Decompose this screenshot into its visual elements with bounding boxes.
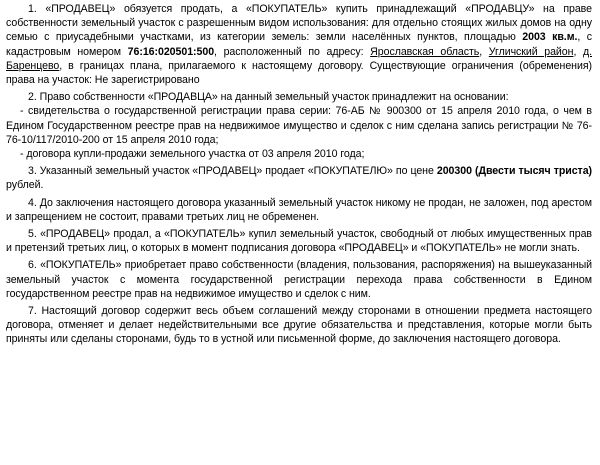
- address-village: д. Баренцево: [6, 45, 592, 72]
- clause-3: [6, 164, 592, 192]
- clause-2-basis-contract: - договора купли-продажи земельного участка от 03 апреля 2010 года;: [20, 148, 365, 161]
- clause-5: 5. «ПРОДАВЕЦ» продал, а «ПОКУПАТЕЛЬ» купил земельный участок, свободный от любых имущественных прав и претензий третьих лиц, о которых в момент подписания договора «ПРОДАВЕЦ» и «ПОКУПАТЕЛЬ» не могли знать.: [6, 228, 592, 255]
- price: 200300 (Двести тысяч триста): [436, 165, 593, 178]
- clause-3-text-a: 3. Указанный земельный участок «ПРОДАВЕЦ» продает «ПОКУПАТЕЛЮ» по цене: [28, 165, 437, 178]
- clause-1-text-a: 1. «ПРОДАВЕЦ» обязуется продать, а «ПОКУПАТЕЛЬ» купить принадлежащий «ПРОДАВЦУ» на праве собственности земельный участок с разрешенным видом использования: для отдельно стоящих жилых домов на одну семью с приусадебными участками, из категории земель: земли населённых пунктов, площадью: [6, 3, 592, 44]
- clause-2-basis-certificate: - свидетельства о государственной регистрации права серии: 76-АБ № 900300 от 15 апреля 2010 года, о чем в Едином Государственном реестре прав на недвижимое имущество и сделок с ним сделана запись регистрации № 76-76-10/117/2010-200 от 15 апреля 2010 года;: [6, 105, 592, 146]
- clause-1-sep-2: ,: [573, 45, 583, 58]
- clause-1-sep-1: ,: [479, 45, 489, 58]
- clause-1-text-b: , с кадастровым номером: [6, 31, 592, 58]
- clause-1-text-d: , в границах плана, прилагаемого к настоящему договору. Существующие ограничения (обременения) права на участок: Не зарегистрировано: [6, 59, 592, 87]
- clause-3-text-b: рублей.: [6, 179, 44, 192]
- address-district: Угличский район: [488, 45, 574, 58]
- address-region: Ярославская область: [370, 45, 480, 58]
- clause-7: 7. Настоящий договор содержит весь объем соглашений между сторонами в отношении предмета настоящего договора, отменяет и делает недействительными все другие обязательства и представления, которые могли быть приняты или сделаны сторонами, будь то в устной или письменной форме, до заключения настоящего договора.: [6, 305, 592, 346]
- clause-2-intro: 2. Право собственности «ПРОДАВЦА» на данный земельный участок принадлежит на основании:: [28, 91, 509, 104]
- clause-4: 4. До заключения настоящего договора указанный земельный участок никому не продан, не заложен, под арестом и запрещением не состоит, правами третьих лиц не обременен.: [6, 196, 592, 223]
- land-area: 2003 кв.м.: [522, 31, 578, 44]
- clause-1-text-c: , расположенный по адресу:: [214, 45, 371, 58]
- clause-6: 6. «ПОКУПАТЕЛЬ» приобретает право собственности (владения, пользования, распоряжения) на вышеуказанный земельный участок с момента государственной регистрации перехода права собственности в Едином государственном реестре прав на недвижимое имущество и сделок с ним.: [6, 259, 592, 300]
- cadastral-number: 76:16:020501:500: [127, 45, 215, 58]
- clause-1: [6, 2, 592, 87]
